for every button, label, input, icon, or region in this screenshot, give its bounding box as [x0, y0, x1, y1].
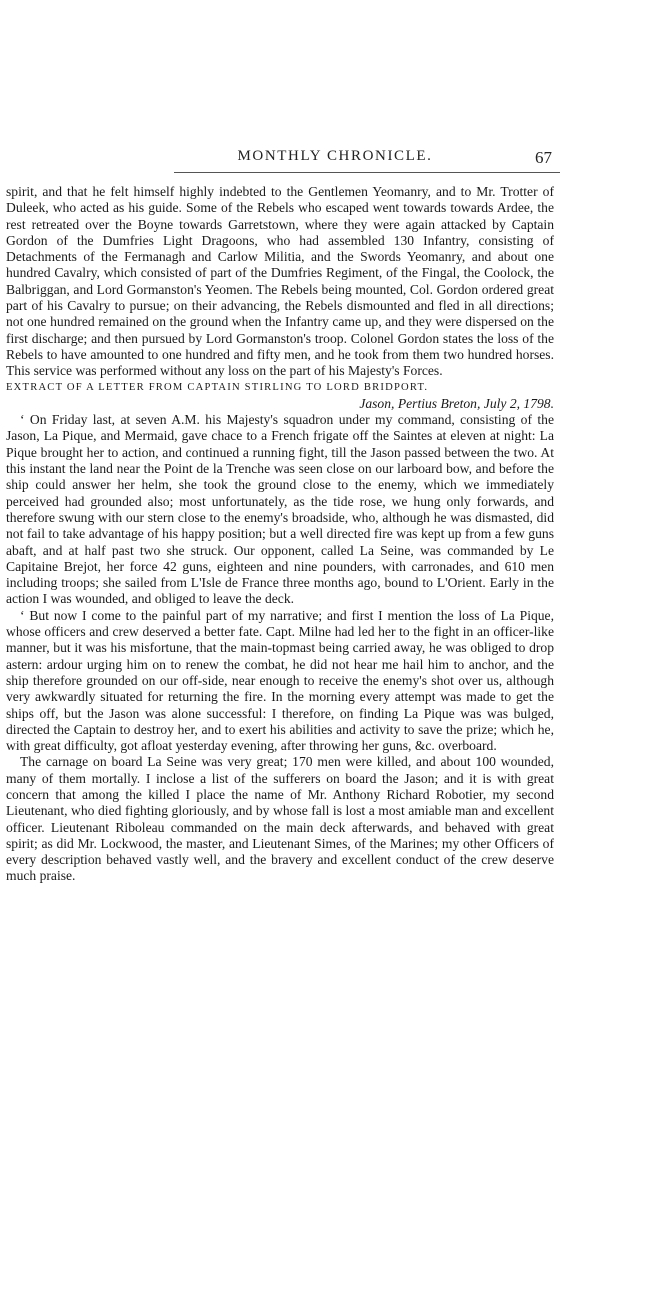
- paragraph-engagement: ‘ On Friday last, at seven A.M. his Majesty's squadron under my command, consisting of the Jason, La Pique, and Mermaid, gave chace to a French frigate off the Saintes at eleven at night: La Pique brought her to action, and continued a running fight, till the Jason passed between the two. At this instant the land near the Point de la Trenche was seen close on our larboard bow, and before the ship could answer her helm, she took the ground close to the enemy, which we immediately perceived had grounded also; most unfortunately, as the tide rose, we hung only forwards, and therefore swung with our stern close to the enemy's broadside, who, although he was dismasted, did not fail to take advantage of his happy position; but a well directed fire was kept up from a few guns abaft, and at half past two she struck. Our opponent, called La Seine, was commanded by Le Capitaine Brejot, her force 42 guns, eighteen and nine pounders, with carronades, and 610 men including troops; she sailed from L'Isle de France three months ago, bound to L'Orient. Early in the action I was wounded, and obliged to leave the deck.: [6, 412, 554, 607]
- paragraph-carnage: The carnage on board La Seine was very great; 170 men were killed, and about 100 wounded, many of them mortally. I inclose a list of the sufferers on board the Jason; and it is with great concern that among the killed I place the name of Mr. Anthony Richard Robotier, my second Lieutenant, who died fighting gloriously, and by whose fall is lost a most amiable man and excellent officer. Lieutenant Riboleau commanded on the main deck afterwards, and behaved with great spirit; as did Mr. Lockwood, the master, and Lieutenant Simes, of the Marines; my other Officers of every description behaved vastly well, and the bravery and excellent conduct of the crew deserve much praise.: [6, 754, 554, 884]
- page-number: 67: [535, 148, 552, 167]
- paragraph-la-pique: ‘ But now I come to the painful part of my narrative; and first I mention the loss of La Pique, whose officers and crew deserved a better fate. Capt. Milne had led her to the fight in an officer-like manner, but it was his misfortune, that the main-topmast being carried away, he was obliged to drop astern: ardour urging him on to renew the combat, he did not hear me hail him to anchor, and the ship therefore grounded on our off-side, near enough to receive the enemy's shot over us, although very awkwardly situated for returning the fire. In the morning every attempt was made to get the ships off, but the Jason was alone successful: I therefore, on finding La Pique was was bulged, directed the Captain to destroy her, and to exert his abilities and activity to save the prize; which he, with great difficulty, got afloat yesterday evening, after throwing her guns, &c. overboard.: [6, 607, 554, 754]
- dateline: Jason, Pertius Breton, July 2, 1798.: [359, 395, 554, 411]
- running-title: MONTHLY CHRONICLE.: [237, 148, 433, 164]
- header-rule: [174, 172, 560, 173]
- article-body: [6, 184, 554, 885]
- paragraph-yeomanry: spirit, and that he felt himself highly indebted to the Gentlemen Yeomanry, and to Mr. Trotter of Duleek, who acted as his guide. Some of the Rebels who escaped went towards towards Ardee, the rest retreated over the Boyne towards Garretstown, where they were again attacked by Captain Gordon of the Dumfries Light Dragoons, who had assembled 130 Infantry, consisting of Detachments of the Fermanagh and Carlow Militia, and the Swords Yeomanry, and about one hundred Cavalry, which consisted of part of the Dumfries Regiment, of the Fingal, the Coolock, the Balbriggan, and Lord Gormanston's Yeomen. The Rebels being mounted, Col. Gordon ordered great part of his Cavalry to pursue; on their advancing, the Rebels dismounted and fled in all directions; not one hundred remained on the ground when the Infantry came up, and they were dispersed on the first discharge; and then pursued by Lord Gormanston's troop. Colonel Gordon states the loss of the Rebels to have amounted to one hundred and fifty men, and he took from them two hundred horses. This service was performed without any loss on the part of his Majesty's Forces.: [6, 184, 554, 379]
- section-title: EXTRACT OF A LETTER FROM CAPTAIN STIRLING TO LORD BRIDPORT.: [6, 381, 429, 393]
- page-header: [0, 148, 670, 172]
